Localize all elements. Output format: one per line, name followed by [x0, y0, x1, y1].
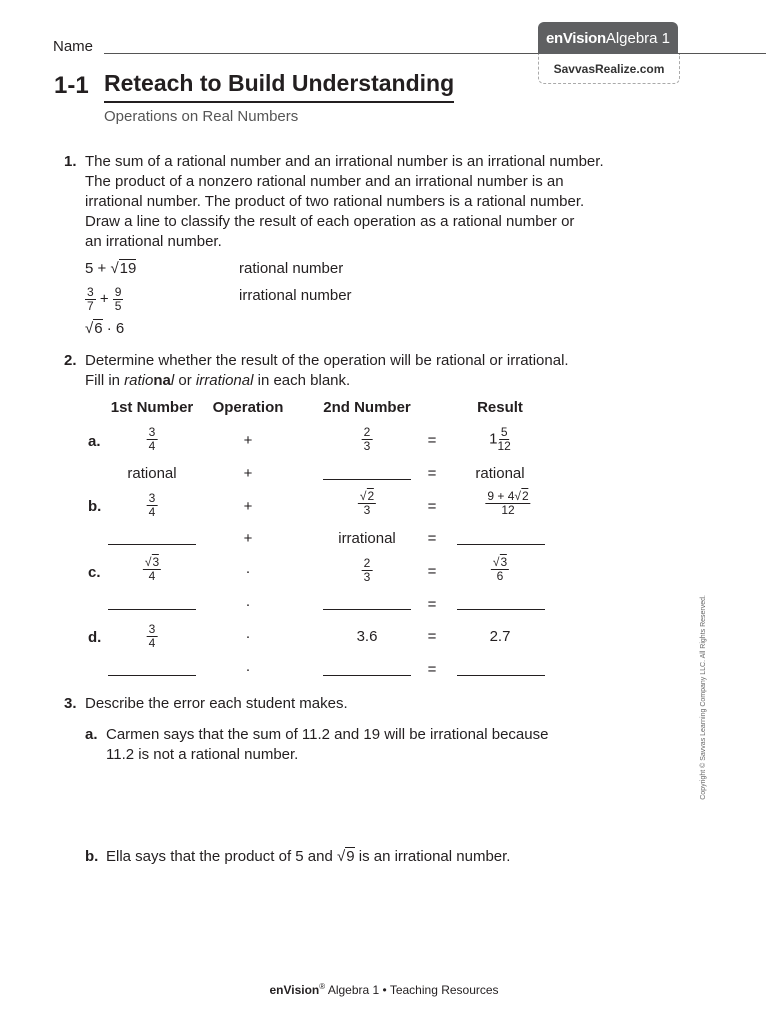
a-equals: = — [427, 432, 437, 449]
envision-badge — [538, 22, 678, 54]
c-type-second-blank[interactable] — [323, 609, 411, 610]
expr2-b-num: 9 — [114, 285, 122, 299]
q3-number: 3. — [64, 695, 77, 712]
row-d-label: d. — [88, 629, 102, 646]
c-equals: = — [427, 563, 437, 580]
header-1st-number: 1st Number — [110, 399, 194, 416]
c-type-result-blank[interactable] — [457, 609, 545, 610]
q3-prompt: Describe the error each student makes. — [85, 695, 348, 712]
d-first-fraction: $\frac{3}{4}$ — [148, 622, 156, 650]
d-second: 3.6 — [356, 628, 378, 645]
expr1-radicand: 19 — [119, 260, 137, 277]
d-type-second-blank[interactable] — [323, 675, 411, 676]
a-first-fraction: $\frac{3}{4}$ — [148, 425, 156, 453]
q1-expression-3: √6 · 6 — [85, 320, 125, 337]
row-a-label: a. — [88, 433, 101, 450]
q1-option-irrational[interactable]: irrational number — [239, 287, 352, 304]
q2-line-2: Fill in rational or irrational in each blank. — [85, 372, 351, 389]
q1-expression-2 — [85, 286, 123, 313]
d-type-operator: · — [245, 661, 251, 678]
a-second-fraction: $\frac{2}{3}$ — [363, 425, 371, 453]
a-type-equals: = — [427, 465, 437, 482]
d-operator: · — [245, 628, 251, 645]
header-2nd-number: 2nd Number — [323, 399, 411, 416]
q1-option-rational[interactable]: rational number — [239, 260, 344, 277]
b-equals: = — [427, 498, 437, 515]
d-result: 2.7 — [489, 628, 511, 645]
q1-line-1: The sum of a rational number and an irrational number is an irrational number. — [85, 153, 604, 170]
q2-number: 2. — [64, 352, 77, 369]
name-label: Name — [53, 38, 94, 55]
b-operator: + — [243, 498, 253, 515]
a-type-second-blank[interactable] — [323, 479, 411, 480]
badge-brand: enVision — [545, 29, 606, 47]
q3a-line-2: 11.2 is not a rational number. — [106, 746, 299, 763]
lesson-number: 1-1 — [54, 72, 89, 99]
c-type-operator: · — [245, 596, 251, 613]
expr2-b-den: 5 — [114, 299, 122, 313]
expr2-op: + — [95, 290, 113, 308]
expr3-radicand: 6 — [94, 320, 103, 337]
q3a-line-1: Carmen says that the sum of 11.2 and 19 will be irrational because — [106, 726, 549, 743]
q3a-label: a. — [85, 726, 98, 743]
d-type-result-blank[interactable] — [457, 675, 545, 676]
expr2-a-num: 3 — [87, 285, 94, 299]
footer: enVision® Algebra 1 • Teaching Resources — [269, 982, 499, 997]
c-first-fraction: $\frac{√3}{4}$ — [144, 555, 160, 583]
q1-line-2: The product of a nonzero rational number and an irrational number is an — [85, 173, 564, 190]
b-type-second: irrational — [338, 530, 396, 547]
b-type-operator: + — [243, 530, 253, 547]
c-second-fraction: $\frac{2}{3}$ — [363, 556, 371, 584]
q3b-label: b. — [85, 848, 99, 865]
b-type-equals: = — [427, 530, 437, 547]
q1-expression-1: 5 + √19 — [85, 260, 137, 277]
a-type-operator: + — [243, 465, 253, 482]
lesson-title: Reteach to Build Understanding — [104, 70, 454, 103]
q1-line-3: irrational number. The product of two rational numbers is a rational number. — [85, 193, 585, 210]
c-type-equals: = — [427, 596, 437, 613]
expr1-prefix: 5 + — [85, 260, 111, 277]
q1-line-4: Draw a line to classify the result of each operation as a rational number or — [85, 213, 575, 230]
q1-number: 1. — [64, 153, 77, 170]
q2-line-1: Determine whether the result of the operation will be rational or irrational. — [85, 352, 569, 369]
footer-brand: enVision — [269, 983, 320, 997]
row-b-label: b. — [88, 498, 102, 515]
a-type-first: rational — [127, 465, 177, 482]
footer-text: Algebra 1 • Teaching Resources — [325, 983, 499, 997]
c-operator: · — [245, 563, 251, 580]
q1-line-5: an irrational number. — [85, 233, 222, 250]
c-type-first-blank[interactable] — [108, 609, 196, 610]
b-type-result-blank[interactable] — [457, 544, 545, 545]
row-c-label: c. — [88, 564, 101, 581]
d-type-first-blank[interactable] — [108, 675, 196, 676]
b-type-first-blank[interactable] — [108, 544, 196, 545]
b-second-fraction: $\frac{√2}{3}$ — [359, 489, 375, 517]
header-result: Result — [477, 399, 523, 416]
lesson-subtitle: Operations on Real Numbers — [104, 108, 299, 125]
a-type-result: rational — [475, 465, 525, 482]
d-equals: = — [427, 628, 437, 645]
expr3-suffix: · 6 — [102, 320, 125, 337]
b-first-fraction: $\frac{3}{4}$ — [148, 491, 156, 519]
expr2-a-den: 7 — [87, 299, 94, 313]
b-result-fraction: $\frac{9 + 4√2}{12}$ — [487, 489, 529, 517]
c-result-fraction: $\frac{√3}{6}$ — [492, 555, 508, 583]
d-type-equals: = — [427, 661, 437, 678]
a-operator: + — [243, 432, 253, 449]
header-operation: Operation — [212, 399, 284, 416]
a-result: 1 $\frac{5}{12}$ — [489, 425, 511, 453]
q3b-text: Ella says that the product of 5 and √9 is an irrational number. — [106, 848, 511, 865]
badge-product: Algebra 1 — [605, 29, 671, 47]
badge-site: SavvasRealize.com — [538, 54, 680, 84]
